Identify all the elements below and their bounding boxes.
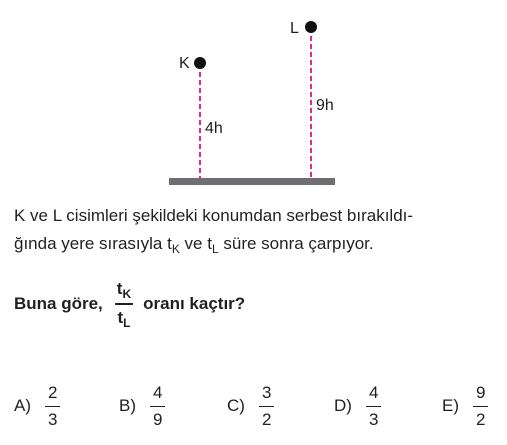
line2-part-b: ve t	[179, 234, 212, 253]
problem-line-1: K ve L cisimleri şekildeki konumdan serbest bırakıldı-	[14, 206, 414, 225]
choice-letter: C)	[227, 396, 245, 415]
question-prefix: Buna göre,	[14, 294, 103, 313]
choice-numerator: 3	[261, 382, 272, 402]
choice-denominator: 2	[476, 409, 486, 429]
height-k-label: 4h	[205, 120, 223, 137]
choice-e[interactable]	[442, 378, 488, 434]
ratio-fraction	[115, 278, 133, 330]
object-k-ball	[194, 57, 206, 69]
choice-fraction-bar	[150, 406, 165, 407]
choice-a[interactable]	[14, 378, 60, 434]
choice-letter: B)	[119, 396, 136, 415]
choice-denominator: 3	[368, 409, 379, 429]
choice-fraction	[259, 382, 274, 431]
line2-sub-k: K	[171, 242, 180, 256]
choice-fraction-bar	[366, 406, 381, 407]
ratio-numerator	[115, 278, 133, 301]
choice-fraction	[473, 382, 488, 431]
answer-choices	[14, 378, 500, 434]
choice-letter: E)	[442, 396, 459, 415]
question	[14, 276, 245, 332]
choice-fraction-bar	[259, 406, 274, 407]
choice-b[interactable]	[119, 378, 165, 434]
choice-numerator: 9	[476, 382, 486, 402]
choice-letter: D)	[334, 396, 352, 415]
denominator-sub: L	[123, 316, 131, 330]
denominator-t: t	[117, 308, 124, 327]
choice-fraction	[45, 382, 60, 431]
free-fall-figure	[0, 0, 507, 195]
choice-fraction	[150, 382, 165, 431]
ground-surface	[169, 178, 335, 185]
object-l-ball	[305, 21, 317, 33]
choice-denominator: 9	[153, 409, 163, 429]
choice-c[interactable]	[227, 378, 274, 434]
height-l-label: 9h	[316, 97, 334, 114]
fraction-bar	[115, 303, 133, 305]
object-k-label: K	[179, 55, 190, 72]
line2-part-a: ğında yere sırasıyla t	[14, 234, 172, 253]
choice-d[interactable]	[334, 378, 381, 434]
choice-numerator: 2	[48, 382, 58, 402]
problem-statement	[14, 202, 496, 259]
choice-fraction-bar	[473, 406, 488, 407]
choice-fraction	[366, 382, 381, 431]
ratio-denominator	[115, 307, 132, 330]
choice-denominator: 2	[261, 409, 272, 429]
line2-sub-l: L	[211, 242, 219, 256]
object-l-label: L	[290, 20, 299, 37]
choice-letter: A)	[14, 396, 31, 415]
numerator-sub: K	[122, 287, 132, 301]
choice-numerator: 4	[153, 382, 163, 402]
problem-line-2	[14, 230, 496, 259]
question-suffix: oranı kaçtır?	[143, 294, 246, 313]
choice-fraction-bar	[45, 406, 60, 407]
choice-denominator: 3	[48, 409, 58, 429]
line2-part-c: süre sonra çarpıyor.	[218, 234, 374, 253]
numerator-t: t	[116, 279, 123, 298]
choice-numerator: 4	[368, 382, 379, 402]
